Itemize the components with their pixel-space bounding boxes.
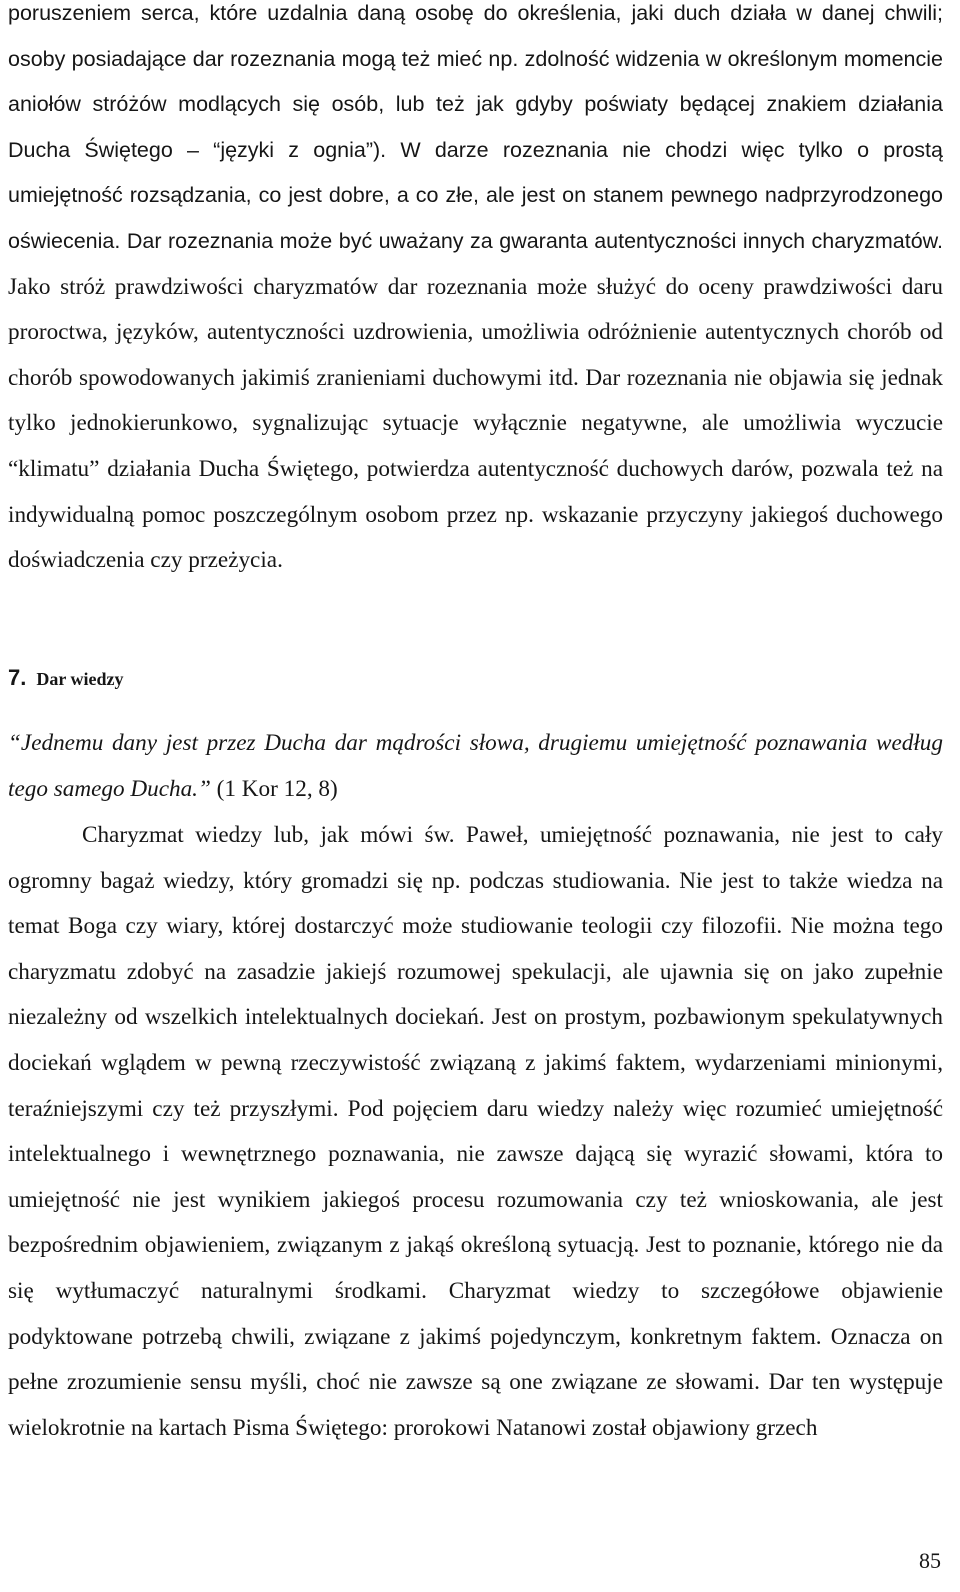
paragraph-discernment-serif-text: Jako stróż prawdziwości charyzmatów dar rozeznania może służyć do oceny prawdziwości daru proroctwa, języków, autentyczności uzdrowienia, umożliwia odróżnienie autentycznych chorób od chorób spowodowanych jakimiś zranieniami duchowymi itd. Dar rozeznania nie objawia się jednak tylko jednokierunkowo, sygnalizując sytuacje wyłącznie negatywne, ale umożliwia wyczucie “klimatu” działania Ducha Świętego, potwierdza autentyczność duchowych darów, pozwala też na indywidualną pomoc poszczególnym osobom przez np. wskazanie przyczyny jakiegoś duchowego doświadczenia czy przeżycia. [8,273,943,574]
page-number: 85 [919,1548,941,1573]
paragraph-discernment-sans-text: poruszeniem serca, które uzdalnia daną osobę do określenia, jaki duch działa w danej chwili; osoby posiadające dar rozeznania mogą też mieć np. zdolność widzenia w określonym momencie aniołów stróżów modlących się osób, lub też jak gdyby poświaty będącej znakiem działania Ducha Świętego – “języki z ognia”). W darze rozeznania nie chodzi więc tylko o prostą umiejętność rozsądzania, co jest dobre, a co złe, ale jest on stanem pewnego nadprzyrodzonego oświecenia. Dar rozeznania może być uważany za gwaranta autentyczności innych charyzmatów. [8,1,943,253]
section-number: 7. [8,665,27,690]
paragraph-gift-of-knowledge: Charyzmat wiedzy lub, jak mówi św. Paweł, umiejętność poznawania, nie jest to cały ogromny bagaż wiedzy, który gromadzi się np. podczas studiowania. Nie jest to także wiedza na temat Boga czy wiary, której dostarczyć może studiowanie teologii czy filozofii. Nie można tego charyzmatu zdobyć na zasadzie jakiejś rozumowej spekulacji, ale ujawnia się on jako zupełnie niezależny od wszelkich intelektualnych dociekań. Jest on prostym, pozbawionym spekulatywnych dociekań wglądem w pewną rzeczywistość związaną z jakimś faktem, wydarzeniami minionymi, teraźniejszymi czy też przyszłymi. Pod pojęciem daru wiedzy należy więc rozumieć umiejętność intelektualnego i wewnętrznego poznawania, nie zawsze dającą się wyrazić słowami, która to umiejętność nie jest wynikiem jakiegoś procesu rozumowania czy też wnioskowania, ale jest bezpośrednim objawieniem, związanym z jakąś określoną sytuacją. Jest to poznanie, którego nie da się wytłumaczyć naturalnymi środkami. Charyzmat wiedzy to szczegółowe objawienie podyktowane potrzebą chwili, związane z jakimś pojedynczym, konkretnym faktem. Oznacza on pełne zrozumienie sensu myśli, choć nie zawsze są one związane ze słowami. Dar ten występuje wielokrotnie na kartach Pisma Świętego: prorokowi Natanowi został objawiony grzech [8,822,943,1441]
paragraph-discernment [8,0,943,584]
scripture-quote [8,721,943,812]
section-heading [8,656,124,701]
section-title: Dar wiedzy [36,669,124,689]
quote-reference: (1 Kor 12, 8) [210,775,338,802]
quote-text: “Jednemu dany jest przez Ducha dar mądrości słowa, drugiemu umiejętność poznawania według tego samego Ducha.” [8,730,943,802]
document-page [8,0,943,593]
